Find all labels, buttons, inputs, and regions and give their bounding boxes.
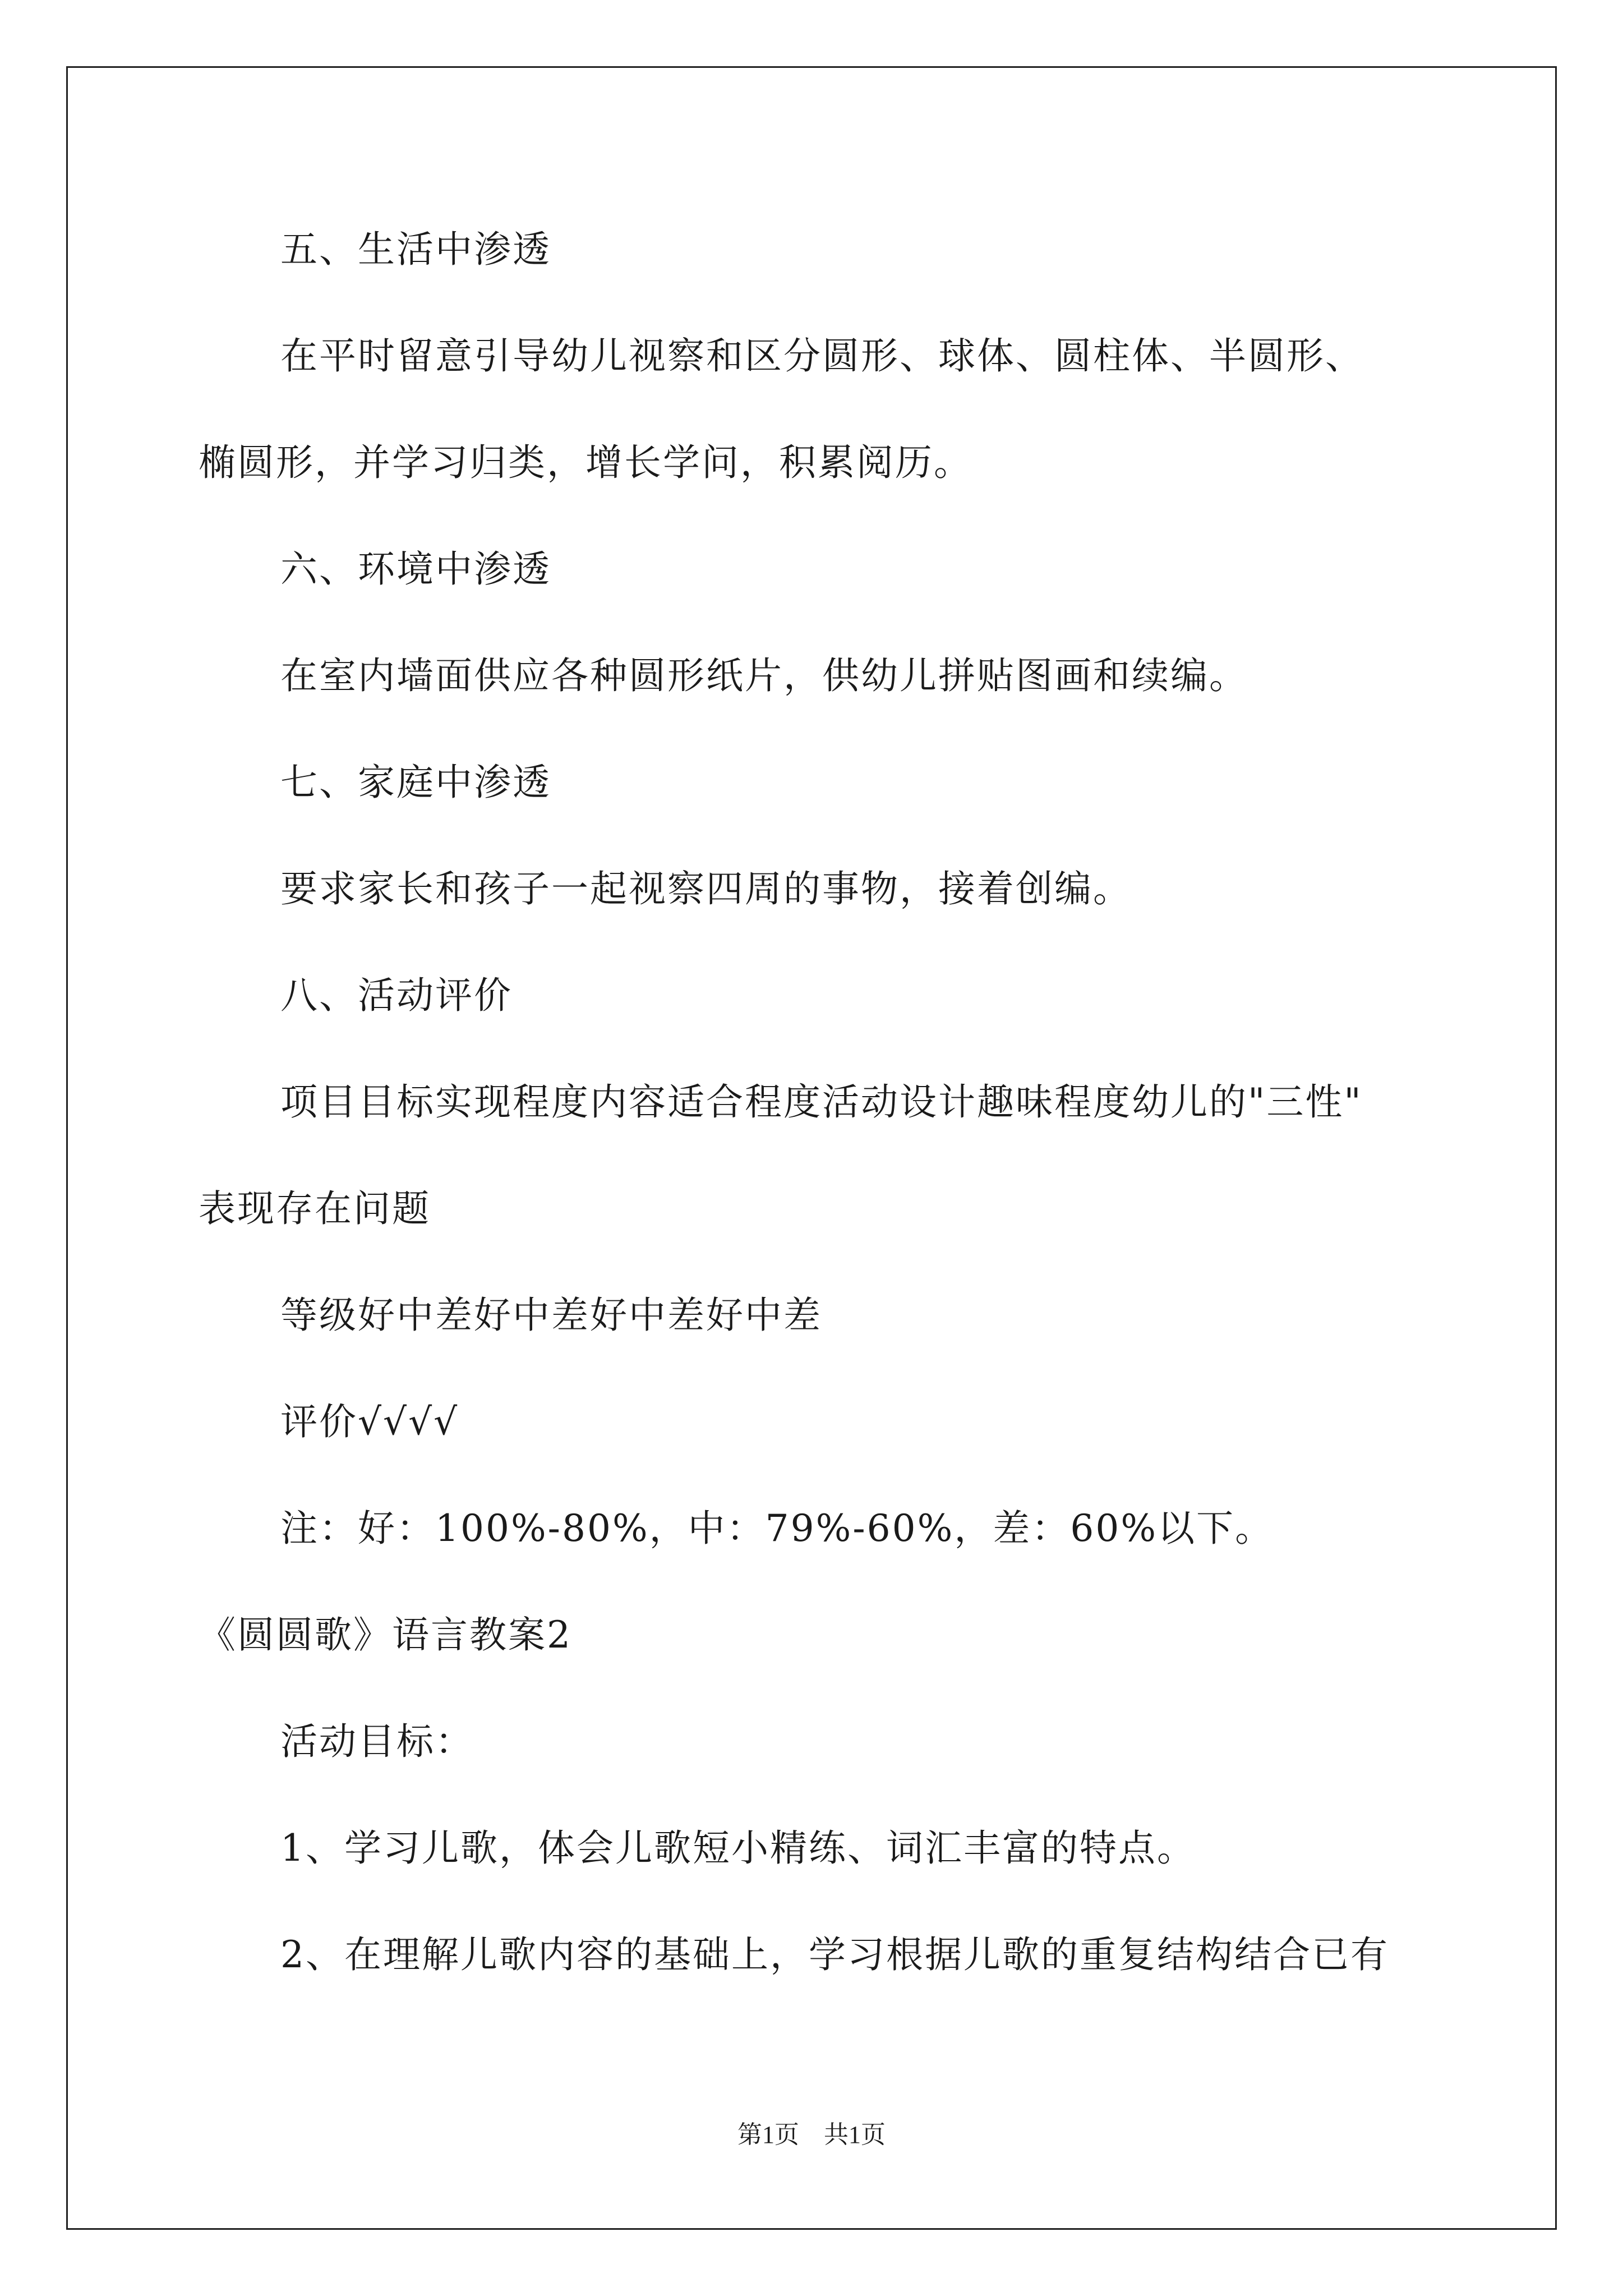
page-border	[66, 66, 1557, 2230]
paragraph-line: 在室内墙面供应各种圆形纸片，供幼儿拼贴图画和续编。	[280, 654, 1248, 697]
paragraph-line: 椭圆形，并学习归类，增长学问，积累阅历。	[199, 441, 972, 484]
paragraph-line: 要求家长和孩子一起视察四周的事物，接着创编。	[280, 867, 1132, 910]
document-title: 《圆圆歌》语言教案2	[199, 1613, 572, 1657]
list-item: 1、学习儿歌，体会儿歌短小精练、词汇丰富的特点。	[280, 1826, 1196, 1870]
page-number: 第1页 共1页	[737, 2121, 886, 2148]
section-heading-8: 八、活动评价	[280, 974, 513, 1017]
section-heading-7: 七、家庭中渗透	[280, 761, 551, 804]
note-line: 注：好：100%-80%，中：79%-60%，差：60%以下。	[280, 1507, 1274, 1550]
section-heading: 活动目标：	[280, 1720, 474, 1763]
paragraph-line: 在平时留意引导幼儿视察和区分圆形、球体、圆柱体、半圆形、	[280, 334, 1364, 378]
section-heading-5: 五、生活中渗透	[280, 228, 551, 271]
paragraph-line: 项目目标实现程度内容适合程度活动设计趣味程度幼儿的"三性"	[280, 1080, 1363, 1124]
paragraph-line: 等级好中差好中差好中差好中差	[280, 1294, 822, 1337]
list-item: 2、在理解儿歌内容的基础上，学习根据儿歌的重复结构结合已有	[280, 1933, 1389, 1976]
section-heading-6: 六、环境中渗透	[280, 547, 551, 591]
paragraph-line: 表现存在问题	[199, 1187, 431, 1230]
paragraph-line: 评价√√√√	[280, 1400, 459, 1443]
